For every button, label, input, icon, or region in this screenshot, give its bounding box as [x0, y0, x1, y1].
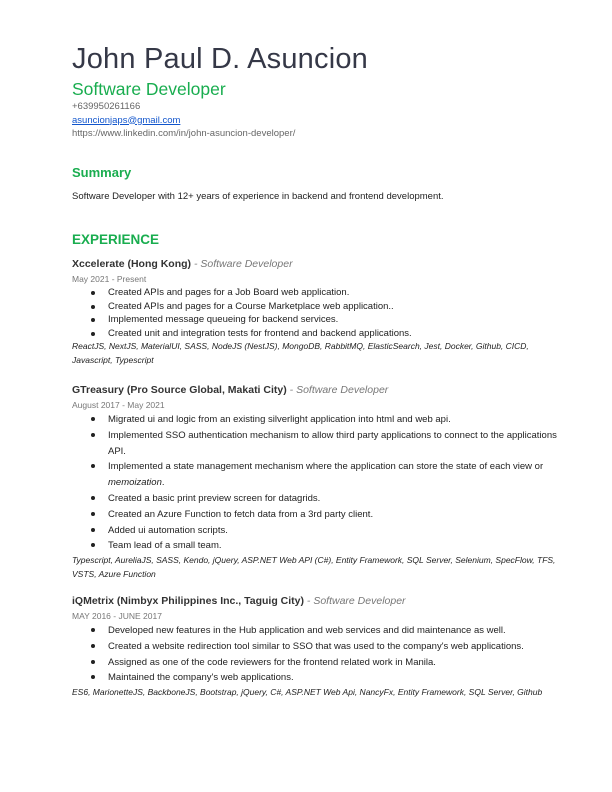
job-entry [72, 595, 562, 700]
bullet-item: Created APIs and pages for a Course Marketplace web application.. [108, 300, 562, 314]
job-dates: August 2017 - May 2021 [72, 400, 165, 410]
job-dates: MAY 2016 - JUNE 2017 [72, 611, 162, 621]
bullet-item: Implemented message queueing for backend services. [108, 313, 562, 327]
bullet-list [72, 286, 562, 340]
candidate-name: John Paul D. Asuncion [72, 43, 368, 75]
company: Xccelerate (Hong Kong) [72, 258, 192, 270]
company: iQMetrix (Nimbyx Philippines Inc., Taguig City) [72, 595, 304, 607]
bullet-item: Maintained the company's web applications. [108, 670, 562, 686]
role: - Software Developer [304, 595, 406, 607]
bullet-item: Implemented SSO authentication mechanism to allow third party applications to connect to the applications API. [108, 428, 562, 460]
bullet-end: . [161, 477, 165, 489]
bullet-item: Assigned as one of the code reviewers for the frontend related work in Manila. [108, 655, 562, 671]
summary-text: Software Developer with 12+ years of experience in backend and frontend development. [72, 191, 444, 202]
bullet-item: Created a website redirection tool similar to SSO that was used to the company's web applications. [108, 639, 562, 655]
job-entry [72, 384, 562, 581]
candidate-title: Software Developer [72, 79, 226, 99]
role: - Software Developer [286, 384, 389, 396]
linkedin-url: https://www.linkedin.com/in/john-asuncion-developer/ [72, 128, 296, 139]
bullet-item: Team lead of a small team. [108, 538, 562, 554]
bullet-text: Implemented a state management mechanism where the application can store the state of each view or [108, 461, 544, 473]
bullet-item [108, 459, 562, 491]
company: GTreasury (Pro Source Global, Makati City) [72, 384, 287, 396]
bullet-item: Created a basic print preview screen for datagrids. [108, 491, 562, 507]
tech-stack: ReactJS, NextJS, MaterialUI, SASS, NodeJS (NestJS), MongoDB, RabbitMQ, ElasticSearch, Jest, Docker, Github, CICD, Javascript, Typescript [72, 341, 529, 365]
role: - Software Developer [191, 258, 293, 270]
job-entry [72, 258, 562, 367]
phone: +639950261166 [72, 101, 141, 112]
email-link[interactable]: asuncionjaps@gmail.com [72, 114, 181, 126]
bullet-item: Migrated ui and logic from an existing silverlight application into html and web api. [108, 412, 562, 428]
experience-heading: EXPERIENCE [72, 232, 160, 247]
tech-stack: Typescript, AureliaJS, SASS, Kendo, jQuery, ASP.NET Web API (C#), Entity Framework, SQL Server, Selenium, SpecFlow, TFS, VSTS, Azure Function [72, 555, 556, 579]
contact-info [72, 100, 295, 141]
bullet-list [72, 623, 562, 686]
summary-heading: Summary [72, 165, 132, 180]
bullet-item: Created APIs and pages for a Job Board web application. [108, 286, 562, 300]
bullet-item: Created unit and integration tests for frontend and backend applications. [108, 327, 562, 341]
bullet-list [72, 412, 562, 554]
bullet-item: Developed new features in the Hub application and web services and did maintenance as well. [108, 623, 562, 639]
bullet-item: Added ui automation scripts. [108, 523, 562, 539]
job-dates: May 2021 - Present [72, 274, 147, 284]
emphasis: memoization [108, 477, 162, 489]
tech-stack: ES6, MarionetteJS, BackboneJS, Bootstrap, jQuery, C#, ASP.NET Web Api, NancyFx, Entity Framework, SQL Server, Github [72, 687, 543, 698]
bullet-item: Created an Azure Function to fetch data from a 3rd party client. [108, 507, 562, 523]
